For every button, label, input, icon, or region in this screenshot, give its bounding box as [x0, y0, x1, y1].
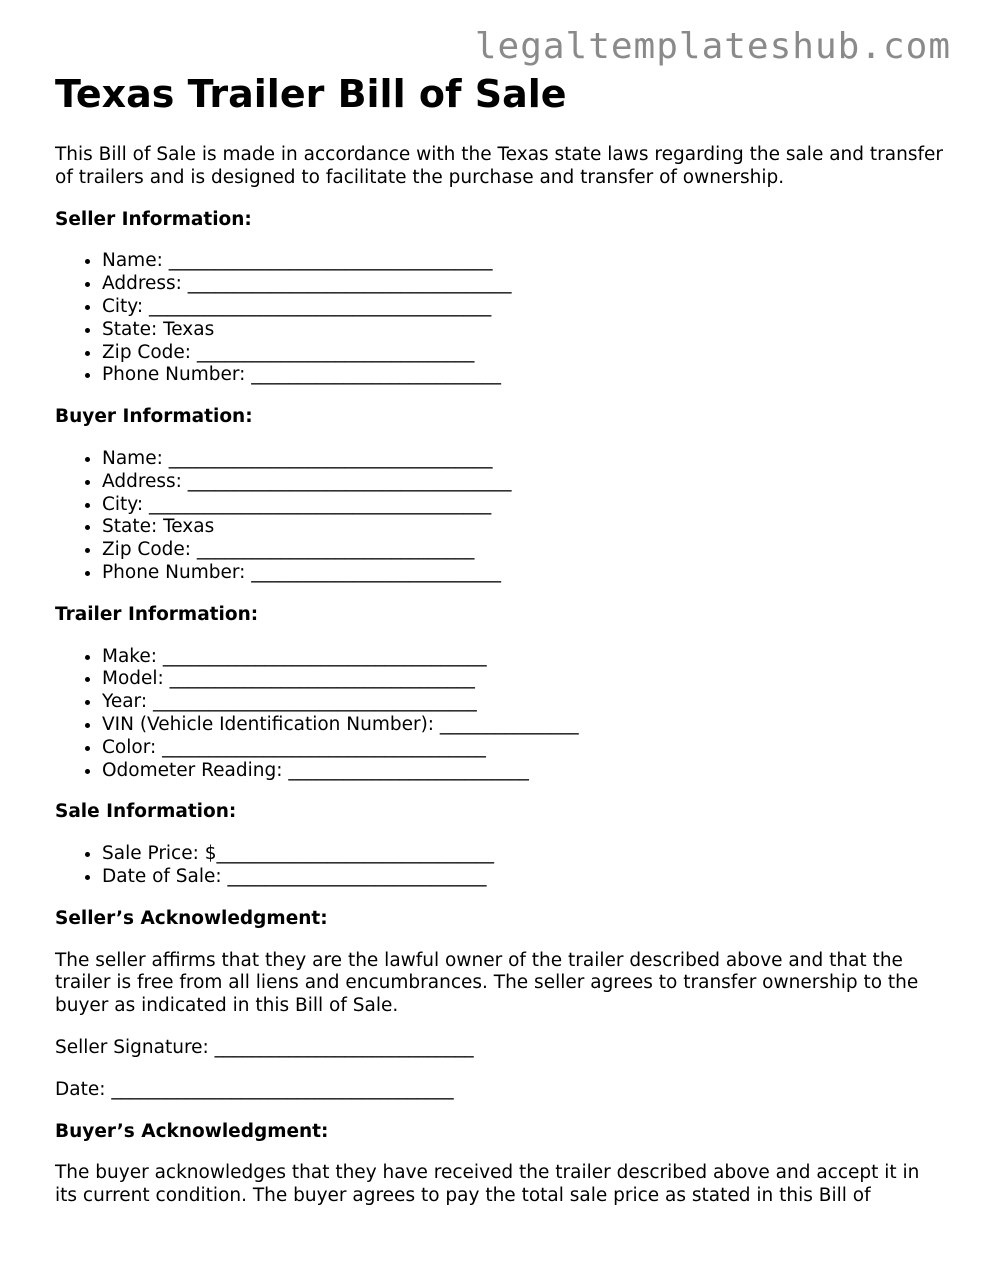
seller-phone-field: • Phone Number: ___________________________ — [102, 364, 945, 387]
seller-city-field: • City: _____________________________________ — [102, 296, 945, 319]
buyer-phone-field: • Phone Number: ___________________________ — [102, 562, 945, 585]
trailer-odometer-field: • Odometer Reading: __________________________ — [102, 760, 945, 783]
intro-paragraph: This Bill of Sale is made in accordance with the Texas state laws regarding the sale and transfer of trailers and is designed to facilitate the purchase and transfer of ownership. — [55, 144, 943, 188]
trailer-info-heading: Trailer Information: — [55, 603, 259, 625]
seller-address-field: • Address: ___________________________________ — [102, 273, 945, 296]
buyer-info-heading: Buyer Information: — [55, 406, 253, 428]
sale-info-heading: Sale Information: — [55, 801, 237, 823]
seller-date-line: Date: _____________________________________ — [55, 1078, 454, 1100]
seller-state-field: • State: Texas — [102, 319, 945, 342]
buyer-city-field: • City: _____________________________________ — [102, 494, 945, 517]
page-title: Texas Trailer Bill of Sale — [55, 72, 567, 116]
seller-name-field: • Name: ___________________________________ — [102, 250, 945, 273]
watermark: legaltemplateshub.com — [474, 26, 951, 67]
buyer-name-field: • Name: ___________________________________ — [102, 448, 945, 471]
seller-ack-heading: Seller’s Acknowledgment: — [55, 907, 328, 929]
trailer-vin-field: • VIN (Vehicle Identification Number): _______________ — [102, 714, 945, 737]
seller-signature-line: Seller Signature: ____________________________ — [55, 1036, 474, 1058]
seller-info-heading: Seller Information: — [55, 208, 252, 230]
trailer-model-field: • Model: _________________________________ — [102, 668, 945, 691]
trailer-color-field: • Color: ___________________________________ — [102, 737, 945, 760]
sale-price-field: • Sale Price: $______________________________ — [102, 843, 945, 866]
seller-zip-field: • Zip Code: ______________________________ — [102, 342, 945, 365]
seller-info-list — [55, 250, 945, 387]
trailer-make-field: • Make: ___________________________________ — [102, 646, 945, 669]
buyer-state-field: • State: Texas — [102, 516, 945, 539]
trailer-info-list — [55, 646, 945, 783]
sale-date-field: • Date of Sale: ____________________________ — [102, 866, 945, 889]
trailer-year-field: • Year: ___________________________________ — [102, 691, 945, 714]
sale-info-list — [55, 843, 945, 889]
document-page — [55, 68, 945, 1227]
buyer-ack-paragraph: The buyer acknowledges that they have received the trailer described above and accept it in its current condition. The buyer agrees to pay the total sale price as stated in this Bill of — [55, 1162, 920, 1207]
buyer-info-list — [55, 448, 945, 585]
buyer-address-field: • Address: ___________________________________ — [102, 471, 945, 494]
buyer-ack-heading: Buyer’s Acknowledgment: — [55, 1120, 329, 1142]
buyer-zip-field: • Zip Code: ______________________________ — [102, 539, 945, 562]
seller-ack-paragraph: The seller affirms that they are the lawful owner of the trailer described above and that the trailer is free from all liens and encumbrances. The seller agrees to transfer ownership to the buyer as indicated in this Bill of Sale. — [55, 949, 919, 1017]
